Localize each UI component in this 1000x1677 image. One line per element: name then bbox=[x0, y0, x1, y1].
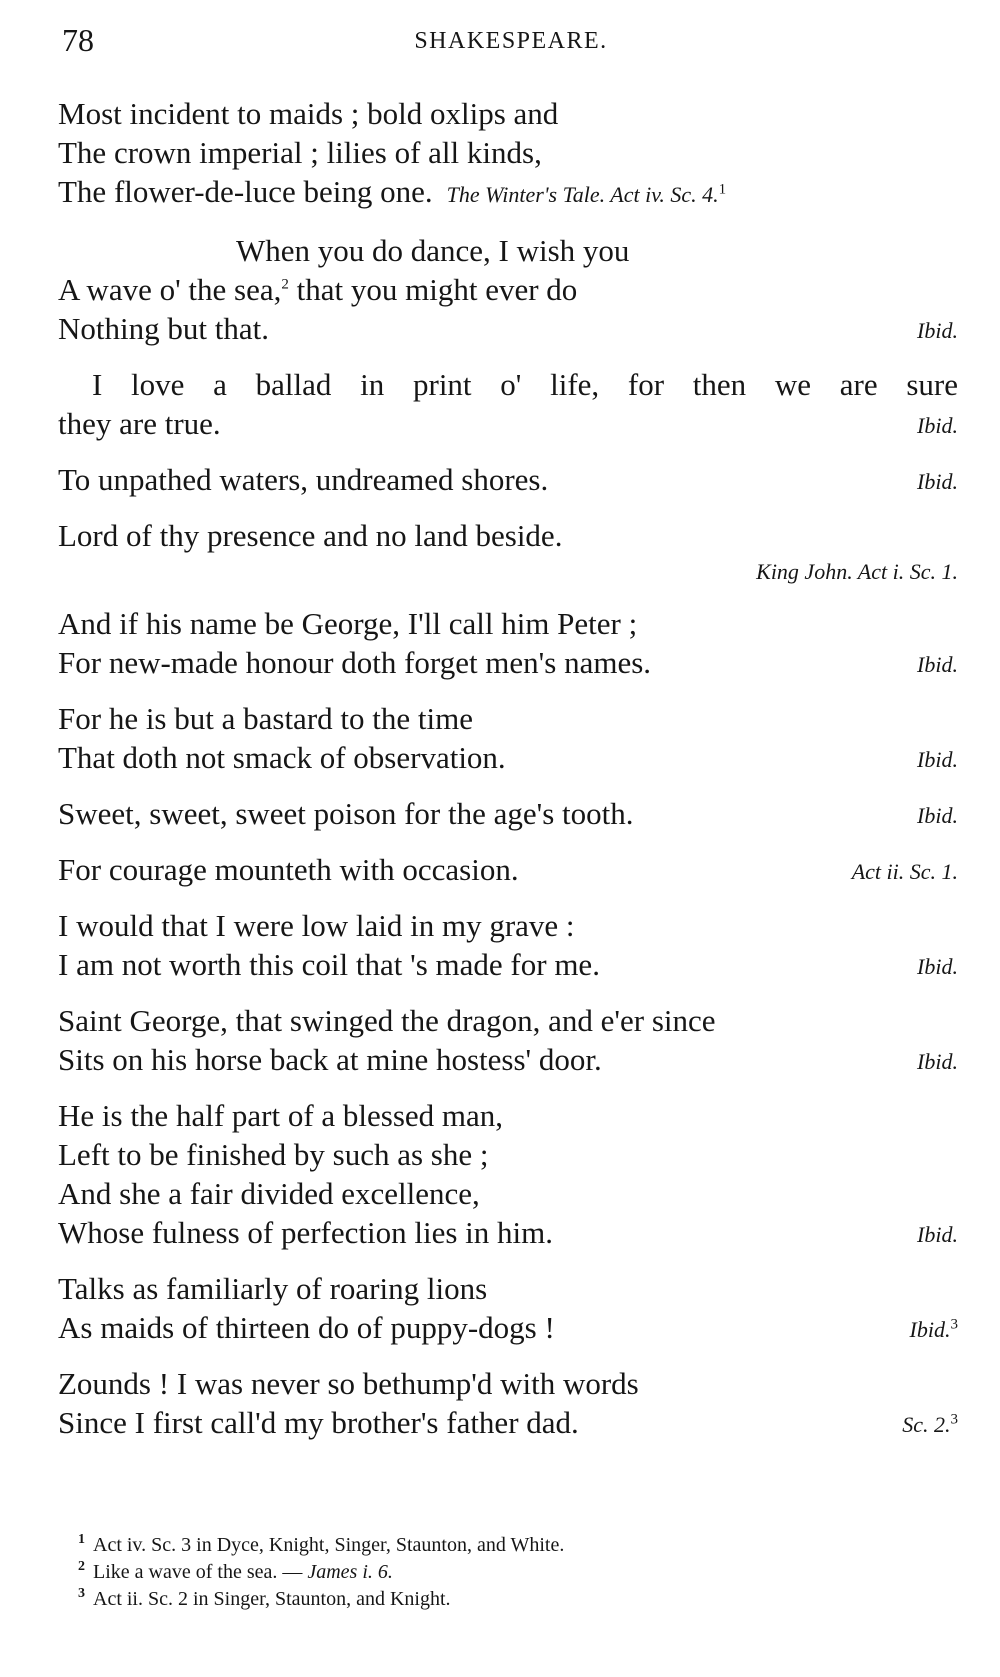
footnote-mark: 3 bbox=[78, 1586, 85, 1602]
page-header bbox=[62, 22, 960, 62]
citation: Ibid. bbox=[917, 1049, 958, 1074]
quotation bbox=[58, 460, 958, 499]
citation: Ibid. bbox=[917, 803, 958, 828]
page-number: 78 bbox=[62, 22, 94, 58]
verse-line: For courage mounteth with occasion. bbox=[58, 852, 519, 887]
citation: Ibid. bbox=[917, 652, 958, 677]
verse-line: And if his name be George, I'll call him Peter ; bbox=[58, 606, 638, 641]
verse-line: The flower-de-luce being one. The Winter's Tale. Act iv. Sc. 4.$^1$ bbox=[58, 174, 727, 209]
verse-line: Most incident to maids ; bold oxlips and bbox=[58, 96, 559, 131]
verse-line: When you do dance, I wish you bbox=[236, 233, 630, 268]
quotation bbox=[58, 1096, 958, 1252]
footnote-mark: 2 bbox=[78, 1559, 85, 1575]
verse-line: Nothing but that. bbox=[58, 311, 269, 346]
quotation bbox=[58, 516, 958, 587]
verse-line: I would that I were low laid in my grave : bbox=[58, 908, 575, 943]
footnote: $^1$ Act iv. Sc. 3 in Dyce, Knight, Singer, Staunton, and White. bbox=[78, 1532, 565, 1556]
quotation bbox=[58, 231, 958, 348]
verse-line: To unpathed waters, undreamed shores. bbox=[58, 462, 549, 497]
verse-line: Since I first call'd my brother's father dad. bbox=[58, 1405, 579, 1440]
citation: Ibid. bbox=[917, 413, 958, 438]
verse-line: I am not worth this coil that 's made for me. bbox=[58, 947, 600, 982]
verse-line: For new-made honour doth forget men's names. bbox=[58, 645, 652, 680]
citation: Ibid. bbox=[917, 1222, 958, 1247]
footnote-ref: 2 bbox=[281, 276, 289, 293]
verse-line: The crown imperial ; lilies of all kinds, bbox=[58, 135, 542, 170]
verse-line: A wave o' the sea,$^2$ that you might ever do bbox=[58, 272, 578, 307]
verse-line: Left to be finished by such as she ; bbox=[58, 1137, 489, 1172]
quotation bbox=[58, 794, 958, 833]
verse-line: As maids of thirteen do of puppy-dogs ! bbox=[58, 1310, 555, 1345]
quotation-list bbox=[58, 94, 958, 1459]
prose-line: they are true. bbox=[58, 406, 221, 441]
quotation bbox=[58, 1001, 958, 1079]
citation: Ibid. bbox=[917, 954, 958, 979]
citation: Ibid.$^3$ bbox=[909, 1316, 958, 1342]
verse-line: For he is but a bastard to the time bbox=[58, 701, 473, 736]
quotation bbox=[58, 604, 958, 682]
quotation bbox=[58, 1364, 958, 1442]
verse-line: That doth not smack of observation. bbox=[58, 740, 506, 775]
verse-line: Talks as familiarly of roaring lions bbox=[58, 1271, 488, 1306]
citation: Sc. 2.$^3$ bbox=[902, 1411, 958, 1437]
verse-line: Sits on his horse back at mine hostess' door. bbox=[58, 1042, 602, 1077]
citation: Act ii. Sc. 1. bbox=[851, 859, 958, 884]
running-head: SHAKESPEARE. bbox=[414, 28, 608, 54]
quotation bbox=[58, 94, 958, 214]
quotation bbox=[58, 1269, 958, 1347]
verse-line: He is the half part of a blessed man, bbox=[58, 1098, 504, 1133]
quotation bbox=[58, 365, 958, 443]
verse-line: Saint George, that swinged the dragon, and e'er since bbox=[58, 1003, 716, 1038]
quotation bbox=[58, 850, 958, 889]
citation: Ibid. bbox=[917, 747, 958, 772]
verse-line: Sweet, sweet, sweet poison for the age's tooth. bbox=[58, 796, 634, 831]
verse-line: Whose fulness of perfection lies in him. bbox=[58, 1215, 554, 1250]
footnote: $^3$ Act ii. Sc. 2 in Singer, Staunton, and Knight. bbox=[78, 1586, 451, 1610]
footnote-mark: 1 bbox=[78, 1532, 85, 1548]
quotation bbox=[58, 906, 958, 984]
citation: The Winter's Tale. Act iv. Sc. 4.$^1$ bbox=[446, 181, 727, 207]
verse-line: Zounds ! I was never so bethump'd with words bbox=[58, 1366, 639, 1401]
prose-line: I love a ballad in print o' life, for then we are sure bbox=[92, 367, 958, 402]
footnotes bbox=[78, 1532, 958, 1613]
footnote-ref: 3 bbox=[950, 1411, 958, 1428]
verse-line: Lord of thy presence and no land beside. bbox=[58, 518, 563, 553]
citation: Ibid. bbox=[917, 318, 958, 343]
footnote-ref: 1 bbox=[718, 181, 727, 198]
citation: Ibid. bbox=[917, 469, 958, 494]
citation: King John. Act i. Sc. 1. bbox=[756, 559, 958, 584]
footnote: $^2$ Like a wave of the sea. — James i. 6. bbox=[78, 1559, 393, 1583]
quotation bbox=[58, 699, 958, 777]
verse-line: And she a fair divided excellence, bbox=[58, 1176, 480, 1211]
footnote-ref: 3 bbox=[950, 1316, 958, 1333]
